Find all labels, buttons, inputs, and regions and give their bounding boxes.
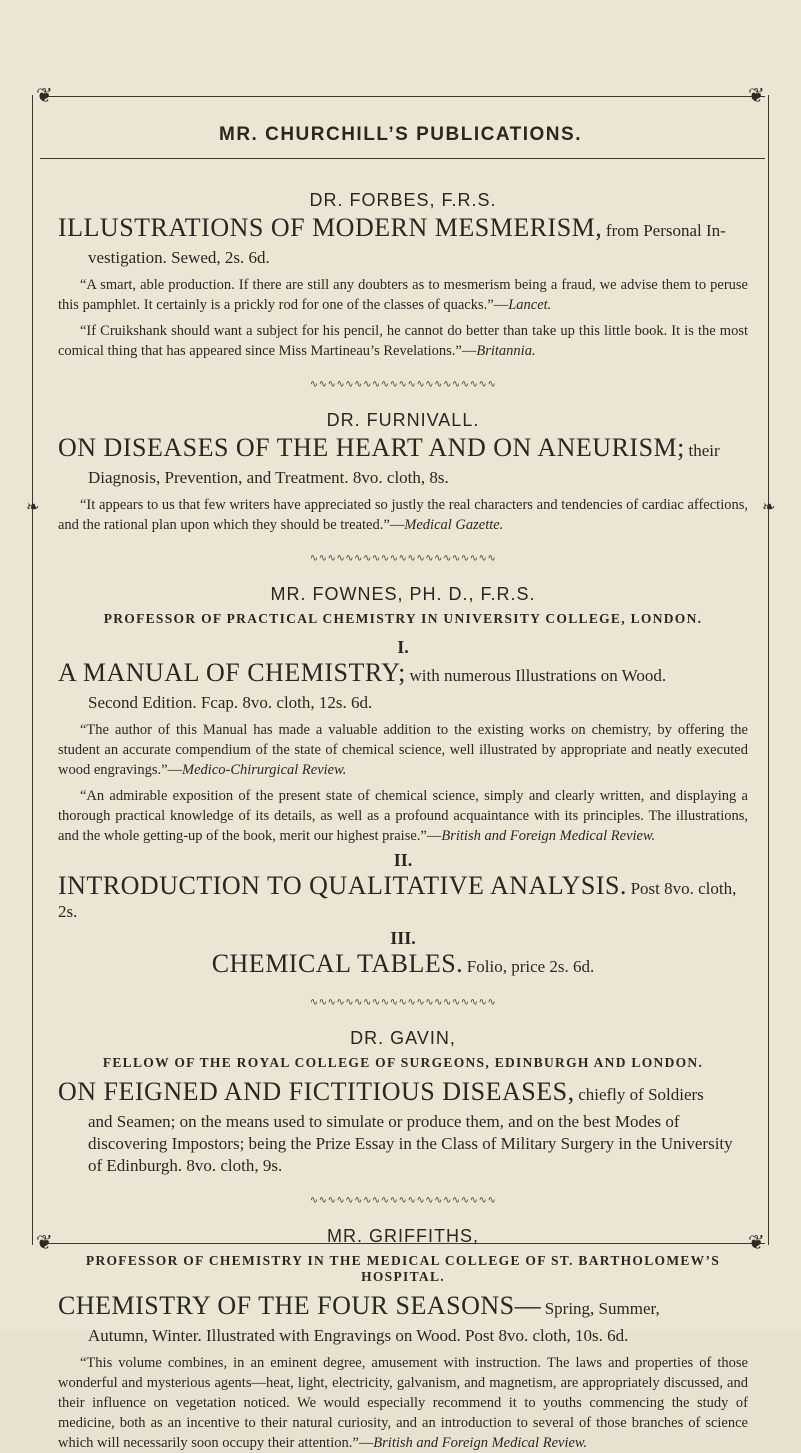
frame-right-rule	[768, 95, 769, 1245]
corner-ornament-top-right: ❦	[748, 85, 765, 107]
book-title: CHEMISTRY OF THE FOUR SEASONS— Spring, Summer,	[58, 1291, 660, 1320]
frame-left-rule	[32, 95, 33, 1245]
book-details: and Seamen; on the means used to simulate or produce them, and on the best Modes of discovering Impostors; being the Prize Essay in the Class of Military Surgery in the University of Edinburgh. 8vo. cloth, 9s.	[88, 1112, 733, 1175]
author-heading: DR. GAVIN,	[350, 1028, 456, 1048]
book-title: ILLUSTRATIONS OF MODERN MESMERISM, from Personal In-	[58, 213, 726, 242]
section-separator: ∿∿∿∿∿∿∿∿∿∿∿∿∿∿∿∿∿∿∿∿∿	[309, 997, 497, 1008]
review-quote: “A smart, able production. If there are still any doubters as to mesmerism being a fraud, we advise them to peruse this pamphlet. It certainly is a prickly rod for one of the classes of quacks.”—Lancet.	[58, 277, 748, 313]
review-quote: “The author of this Manual has made a valuable addition to the existing works on chemistry, by offering the student an accurate compendium of the state of chemical science, well illustrated by appropriate and neatly executed wood engravings.”—Medico-Chirurgical Review.	[58, 722, 748, 778]
work-numeral: II.	[393, 850, 413, 870]
section-separator: ∿∿∿∿∿∿∿∿∿∿∿∿∿∿∿∿∿∿∿∿∿	[309, 553, 497, 564]
review-quote: “It appears to us that few writers have appreciated so justly the real characters and tendencies of cardiac affections, and the rational plan upon which they should be treated.”—Medical Gazette.	[58, 497, 748, 533]
running-head: MR. CHURCHILL’S PUBLICATIONS.	[219, 124, 582, 145]
content	[58, 190, 748, 1453]
author-affiliation: FELLOW OF THE ROYAL COLLEGE OF SURGEONS, EDINBURGH AND LONDON.	[102, 1055, 704, 1070]
book-title: ON FEIGNED AND FICTITIOUS DISEASES, chiefly of Soldiers	[58, 1077, 704, 1106]
book-title: CHEMICAL TABLES. Folio, price 2s. 6d.	[211, 949, 595, 978]
work-numeral: I.	[397, 637, 409, 657]
book-title: ON DISEASES OF THE HEART AND ON ANEURISM; their	[58, 433, 720, 462]
review-quote: “If Cruikshank should want a subject for his pencil, he cannot do better than take up this little book. It is the most comical thing that has appeared since Miss Martineau’s Revelations.”—Britannia.	[58, 323, 748, 359]
author-heading: MR. FOWNES, PH. D., F.R.S.	[270, 584, 536, 604]
book-title: INTRODUCTION TO QUALITATIVE ANALYSIS. Post 8vo. cloth, 2s.	[58, 871, 737, 921]
corner-ornament-bottom-left: ❦	[36, 1232, 53, 1254]
review-quote: “This volume combines, in an eminent degree, amusement with instruction. The laws and properties of those wonderful and mysterious agents—heat, light, electricity, galvanism, and magnetism, are appropriately discussed, and their influence on vegetation noticed. We would especially recommend it to youths commencing the study of medicine, both as an incentive to their natural curiosity, and an introduction to several of those branches of science which will necessarily soon occupy their attention.”—British and Foreign Medical Review.	[58, 1355, 748, 1451]
side-ornament-left: ❧	[26, 499, 40, 516]
book-details: Autumn, Winter. Illustrated with Engravings on Wood. Post 8vo. cloth, 10s. 6d.	[88, 1326, 629, 1345]
corner-ornament-bottom-right: ❦	[748, 1232, 765, 1254]
book-title: A MANUAL OF CHEMISTRY; with numerous Illustrations on Wood.	[58, 658, 667, 687]
author-heading: DR. FURNIVALL.	[326, 410, 480, 430]
book-details: vestigation. Sewed, 2s. 6d.	[88, 248, 270, 267]
book-details: Diagnosis, Prevention, and Treatment. 8vo. cloth, 8s.	[88, 468, 449, 487]
book-details: Second Edition. Fcap. 8vo. cloth, 12s. 6d.	[88, 693, 373, 712]
author-affiliation: PROFESSOR OF PRACTICAL CHEMISTRY IN UNIVERSITY COLLEGE, LONDON.	[103, 611, 703, 626]
review-quote: “An admirable exposition of the present state of chemical science, simply and clearly written, and displaying a thorough practical knowledge of its details, as well as a profound acquaintance with its principles. The illustrations, and the whole getting-up of the book, merit our highest praise.”—British and Foreign Medical Review.	[58, 788, 748, 844]
section-separator: ∿∿∿∿∿∿∿∿∿∿∿∿∿∿∿∿∿∿∿∿∿	[309, 379, 497, 390]
top-rule	[40, 96, 765, 97]
author-affiliation: PROFESSOR OF CHEMISTRY IN THE MEDICAL COLLEGE OF ST. BARTHOLOMEW’S HOSPITAL.	[85, 1253, 721, 1284]
header-rule	[40, 158, 765, 159]
corner-ornament-top-left: ❦	[36, 85, 53, 107]
section-separator: ∿∿∿∿∿∿∿∿∿∿∿∿∿∿∿∿∿∿∿∿∿	[309, 1195, 497, 1206]
side-ornament-right: ❧	[762, 499, 776, 516]
author-heading: MR. GRIFFITHS,	[327, 1226, 479, 1246]
work-numeral: III.	[390, 928, 416, 948]
author-heading: DR. FORBES, F.R.S.	[309, 190, 497, 210]
